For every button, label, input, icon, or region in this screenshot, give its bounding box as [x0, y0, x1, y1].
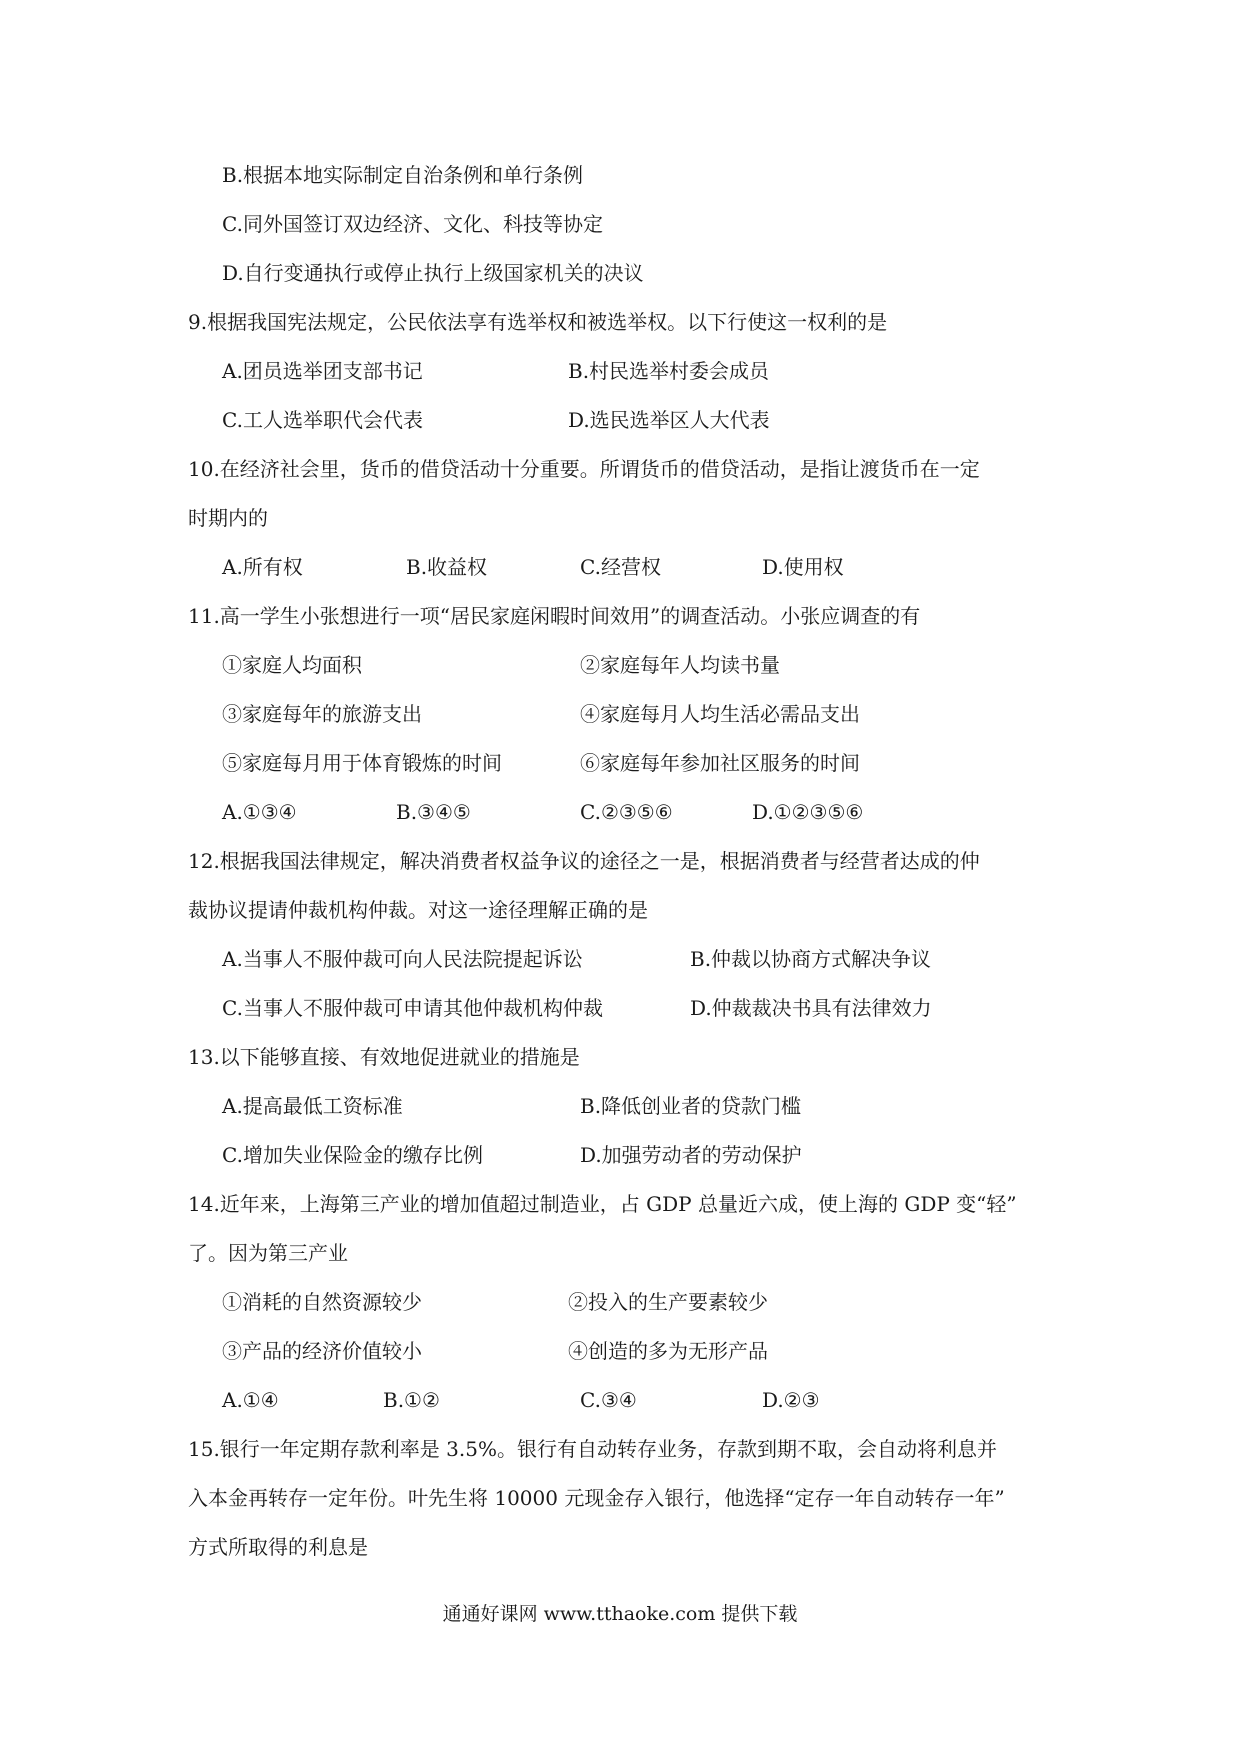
- q14-item-1: ①消耗的自然资源较少: [222, 1290, 422, 1314]
- q9-option-c: C.工人选举职代会代表: [222, 408, 423, 432]
- q15-stem-line3: 方式所取得的利息是: [188, 1535, 368, 1559]
- q11-item-6: ⑥家庭每年参加社区服务的时间: [580, 751, 860, 775]
- q11-item-5: ⑤家庭每月用于体育锻炼的时间: [222, 751, 502, 775]
- q14-item-2: ②投入的生产要素较少: [568, 1290, 768, 1314]
- q14-item-3: ③产品的经济价值较小: [222, 1339, 422, 1363]
- q13-stem: 13.以下能够直接、有效地促进就业的措施是: [188, 1045, 580, 1069]
- q11-item-4: ④家庭每月人均生活必需品支出: [580, 702, 860, 726]
- q14-option-b: B.①②: [383, 1388, 440, 1412]
- q12-option-b: B.仲裁以协商方式解决争议: [690, 947, 932, 971]
- q10-stem-line2: 时期内的: [188, 506, 268, 530]
- q10-option-a: A.所有权: [222, 555, 303, 579]
- q11-option-a: A.①③④: [222, 800, 297, 824]
- q12-stem-line1: 12.根据我国法律规定，解决消费者权益争议的途径之一是，根据消费者与经营者达成的仲: [188, 849, 980, 873]
- q14-option-a: A.①④: [222, 1388, 279, 1412]
- q15-stem-line1: 15.银行一年定期存款利率是 3.5%。银行有自动转存业务，存款到期不取，会自动将利息并: [188, 1437, 997, 1461]
- footer-source: 通通好课网 www.tthaoke.com 提供下载: [442, 1603, 798, 1625]
- q10-stem-line1: 10.在经济社会里，货币的借贷活动十分重要。所谓货币的借贷活动，是指让渡货币在一定: [188, 457, 980, 481]
- q11-item-2: ②家庭每年人均读书量: [580, 653, 780, 677]
- q14-option-c: C.③④: [580, 1388, 637, 1412]
- q11-option-b: B.③④⑤: [396, 800, 471, 824]
- q11-option-c: C.②③⑤⑥: [580, 800, 673, 824]
- q12-stem-line2: 裁协议提请仲裁机构仲裁。对这一途径理解正确的是: [188, 898, 648, 922]
- q11-item-1: ①家庭人均面积: [222, 653, 362, 677]
- q8-option-b: B.根据本地实际制定自治条例和单行条例: [222, 163, 584, 187]
- q14-stem-line1: 14.近年来，上海第三产业的增加值超过制造业，占 GDP 总量近六成，使上海的 GDP 变“轻”: [188, 1192, 1017, 1216]
- q10-option-c: C.经营权: [580, 555, 661, 579]
- q11-option-d: D.①②③⑤⑥: [752, 800, 864, 824]
- q13-option-a: A.提高最低工资标准: [222, 1094, 403, 1118]
- q13-option-c: C.增加失业保险金的缴存比例: [222, 1143, 483, 1167]
- q12-option-a: A.当事人不服仲裁可向人民法院提起诉讼: [222, 947, 583, 971]
- q15-stem-line2: 入本金再转存一定年份。叶先生将 10000 元现金存入银行，他选择“定存一年自动转存一年”: [188, 1486, 1005, 1510]
- q14-option-d: D.②③: [762, 1388, 820, 1412]
- q8-option-d: D.自行变通执行或停止执行上级国家机关的决议: [222, 261, 644, 285]
- q14-item-4: ④创造的多为无形产品: [568, 1339, 768, 1363]
- q8-option-c: C.同外国签订双边经济、文化、科技等协定: [222, 212, 603, 236]
- q11-stem: 11.高一学生小张想进行一项“居民家庭闲暇时间效用”的调查活动。小张应调查的有: [188, 604, 921, 628]
- q13-option-d: D.加强劳动者的劳动保护: [580, 1143, 802, 1167]
- q12-option-c: C.当事人不服仲裁可申请其他仲裁机构仲裁: [222, 996, 603, 1020]
- q13-option-b: B.降低创业者的贷款门槛: [580, 1094, 802, 1118]
- q10-option-b: B.收益权: [406, 555, 488, 579]
- q12-option-d: D.仲裁裁决书具有法律效力: [690, 996, 932, 1020]
- q11-item-3: ③家庭每年的旅游支出: [222, 702, 422, 726]
- q9-option-b: B.村民选举村委会成员: [568, 359, 770, 383]
- q9-option-a: A.团员选举团支部书记: [222, 359, 423, 383]
- q9-stem: 9.根据我国宪法规定，公民依法享有选举权和被选举权。以下行使这一权利的是: [188, 310, 888, 334]
- q9-option-d: D.选民选举区人大代表: [568, 408, 770, 432]
- q14-stem-line2: 了。因为第三产业: [188, 1241, 348, 1265]
- q10-option-d: D.使用权: [762, 555, 844, 579]
